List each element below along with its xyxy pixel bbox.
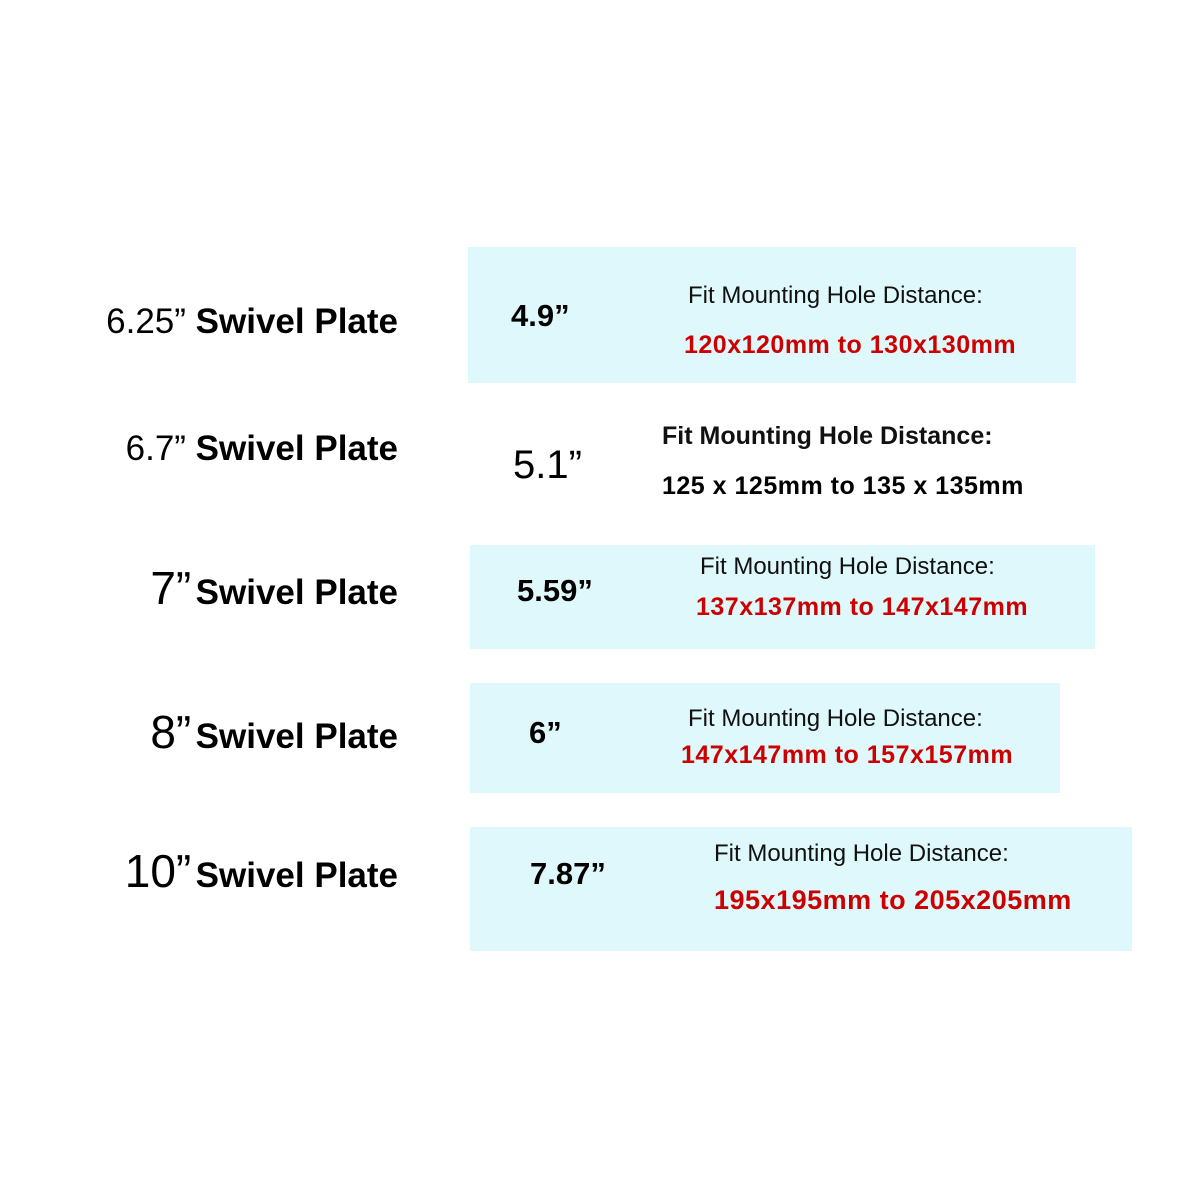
plate-name: Swivel Plate [195, 856, 398, 895]
fit-title: Fit Mounting Hole Distance: [688, 705, 983, 732]
row-label-6-7 [126, 431, 398, 466]
plate-name: Swivel Plate [195, 302, 398, 341]
fit-range: 137x137mm to 147x147mm [696, 593, 1029, 621]
plate-diameter: 7.87” [530, 856, 606, 891]
fit-range: 120x120mm to 130x130mm [684, 331, 1017, 359]
fit-range: 195x195mm to 205x205mm [714, 885, 1072, 915]
fit-range: 125 x 125mm to 135 x 135mm [662, 472, 1024, 500]
fit-title: Fit Mounting Hole Distance: [700, 553, 995, 580]
plate-size: 7” [150, 562, 192, 614]
plate-diameter: 6” [529, 715, 562, 750]
row-label-6-25 [106, 304, 398, 339]
fit-title: Fit Mounting Hole Distance: [688, 282, 983, 309]
row-label-7 [150, 562, 398, 614]
plate-name: Swivel Plate [195, 717, 398, 756]
plate-diameter: 5.1” [513, 443, 582, 487]
plate-name: Swivel Plate [195, 573, 398, 612]
plate-diameter: 4.9” [511, 298, 570, 333]
plate-name: Swivel Plate [195, 429, 398, 468]
fit-title: Fit Mounting Hole Distance: [662, 422, 993, 450]
plate-size: 6.7” [125, 429, 186, 468]
plate-diameter: 5.59” [517, 573, 593, 608]
fit-title: Fit Mounting Hole Distance: [714, 840, 1009, 867]
row-label-8 [150, 706, 398, 758]
fit-range: 147x147mm to 157x157mm [681, 741, 1014, 769]
plate-size: 6.25” [106, 302, 186, 341]
row-label-10 [124, 845, 398, 897]
plate-size: 8” [150, 706, 192, 758]
plate-size: 10” [124, 845, 192, 897]
